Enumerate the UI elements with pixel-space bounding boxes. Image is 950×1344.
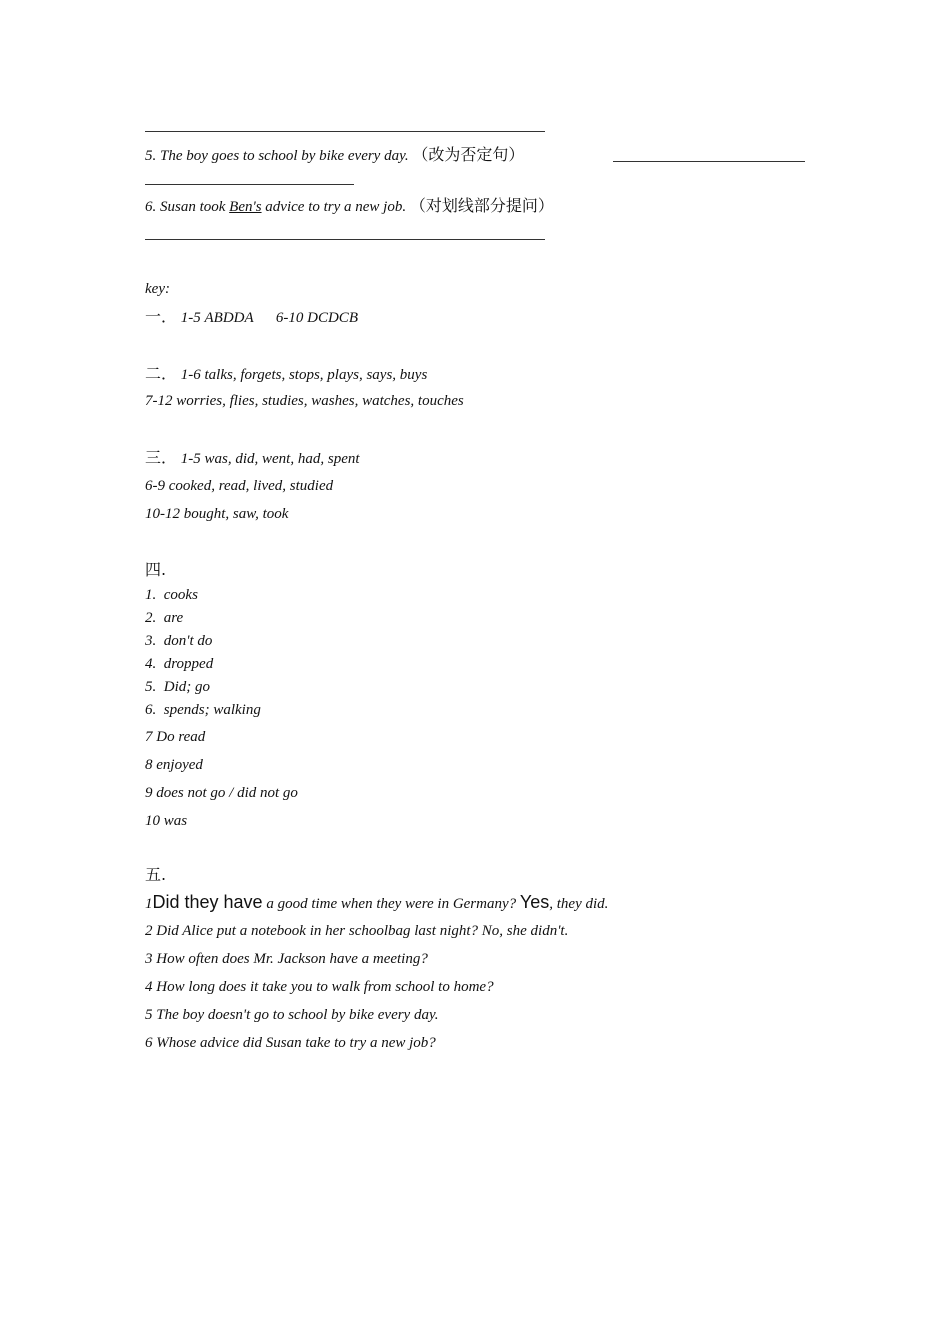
question-5-number: 5. [145, 148, 157, 164]
section-5-heading: 五. [145, 865, 167, 884]
question-6-sentence-before: Susan took [160, 199, 226, 215]
section-4-item-2: 2. are [145, 610, 184, 626]
section-2-line-2: 7-12 worries, flies, studies, washes, watches, touches [145, 393, 464, 409]
key-label-colon: : [164, 281, 170, 297]
section-4-item-5: 5. Did; go [145, 679, 210, 695]
section-1-line-1: 1-5 ABDDA 6-10 DCDCB [180, 310, 358, 326]
section-5-item-1-part-3: Yes [519, 892, 550, 912]
section-4-heading: 四. [145, 560, 167, 579]
question-5-sentence: The boy goes to school by bike every day. [160, 148, 409, 164]
answer-line-q5-b[interactable] [145, 184, 354, 185]
section-4-item-3: 3. don't do [145, 633, 213, 649]
key-label-text: key [145, 281, 165, 297]
section-2-heading: 二． [145, 364, 178, 383]
section-4-item-8: 8 enjoyed [145, 757, 203, 773]
section-5-item-1-part-4: , they did. [549, 896, 609, 912]
section-3-line-1: 1-5 was, did, went, had, spent [180, 451, 360, 467]
section-5-item-2: 2 Did Alice put a notebook in her schoolbag last night? No, she didn't. [145, 923, 569, 939]
question-6-sentence-after: advice to try a new job. [265, 199, 407, 215]
key-section-3 [145, 448, 360, 469]
section-5-item-3: 3 How often does Mr. Jackson have a meeting? [145, 951, 428, 967]
section-3-line-2: 6-9 cooked, read, lived, studied [145, 478, 334, 494]
answer-line-top [145, 131, 545, 132]
section-1-heading: 一． [145, 307, 178, 326]
question-5-instruction: （改为否定句） [412, 145, 525, 164]
section-5-item-6: 6 Whose advice did Susan take to try a new job? [145, 1035, 436, 1051]
section-3-heading: 三． [145, 448, 178, 467]
answer-line-q5-a[interactable] [613, 161, 805, 162]
section-4-item-7: 7 Do read [145, 729, 206, 745]
section-5-item-1-part-2: a good time when they were in Germany? [266, 896, 517, 912]
section-4-item-10: 10 was [145, 813, 188, 829]
question-6-number: 6. [145, 199, 157, 215]
question-6 [145, 196, 554, 217]
section-5-item-1-part-1: Did they have [152, 892, 263, 912]
question-5 [145, 145, 524, 166]
section-3-line-3: 10-12 bought, saw, took [145, 506, 289, 522]
section-4-item-1: 1. cooks [145, 587, 198, 603]
key-section-2 [145, 364, 427, 385]
section-5-item-1-num: 1 [145, 896, 153, 912]
question-6-instruction: （对划线部分提问） [409, 196, 554, 215]
answer-line-q6[interactable] [145, 239, 545, 240]
section-5-item-1 [145, 892, 608, 914]
section-4-item-6: 6. spends; walking [145, 702, 261, 718]
section-5-item-4: 4 How long does it take you to walk from school to home? [145, 979, 494, 995]
question-6-underlined-word: Ben's [229, 199, 262, 215]
section-4-item-9: 9 does not go / did not go [145, 785, 298, 801]
section-4-item-4: 4. dropped [145, 656, 214, 672]
key-section-1 [145, 307, 358, 328]
section-2-line-1: 1-6 talks, forgets, stops, plays, says, buys [180, 367, 428, 383]
key-label [145, 279, 170, 299]
section-5-item-5: 5 The boy doesn't go to school by bike every day. [145, 1007, 439, 1023]
